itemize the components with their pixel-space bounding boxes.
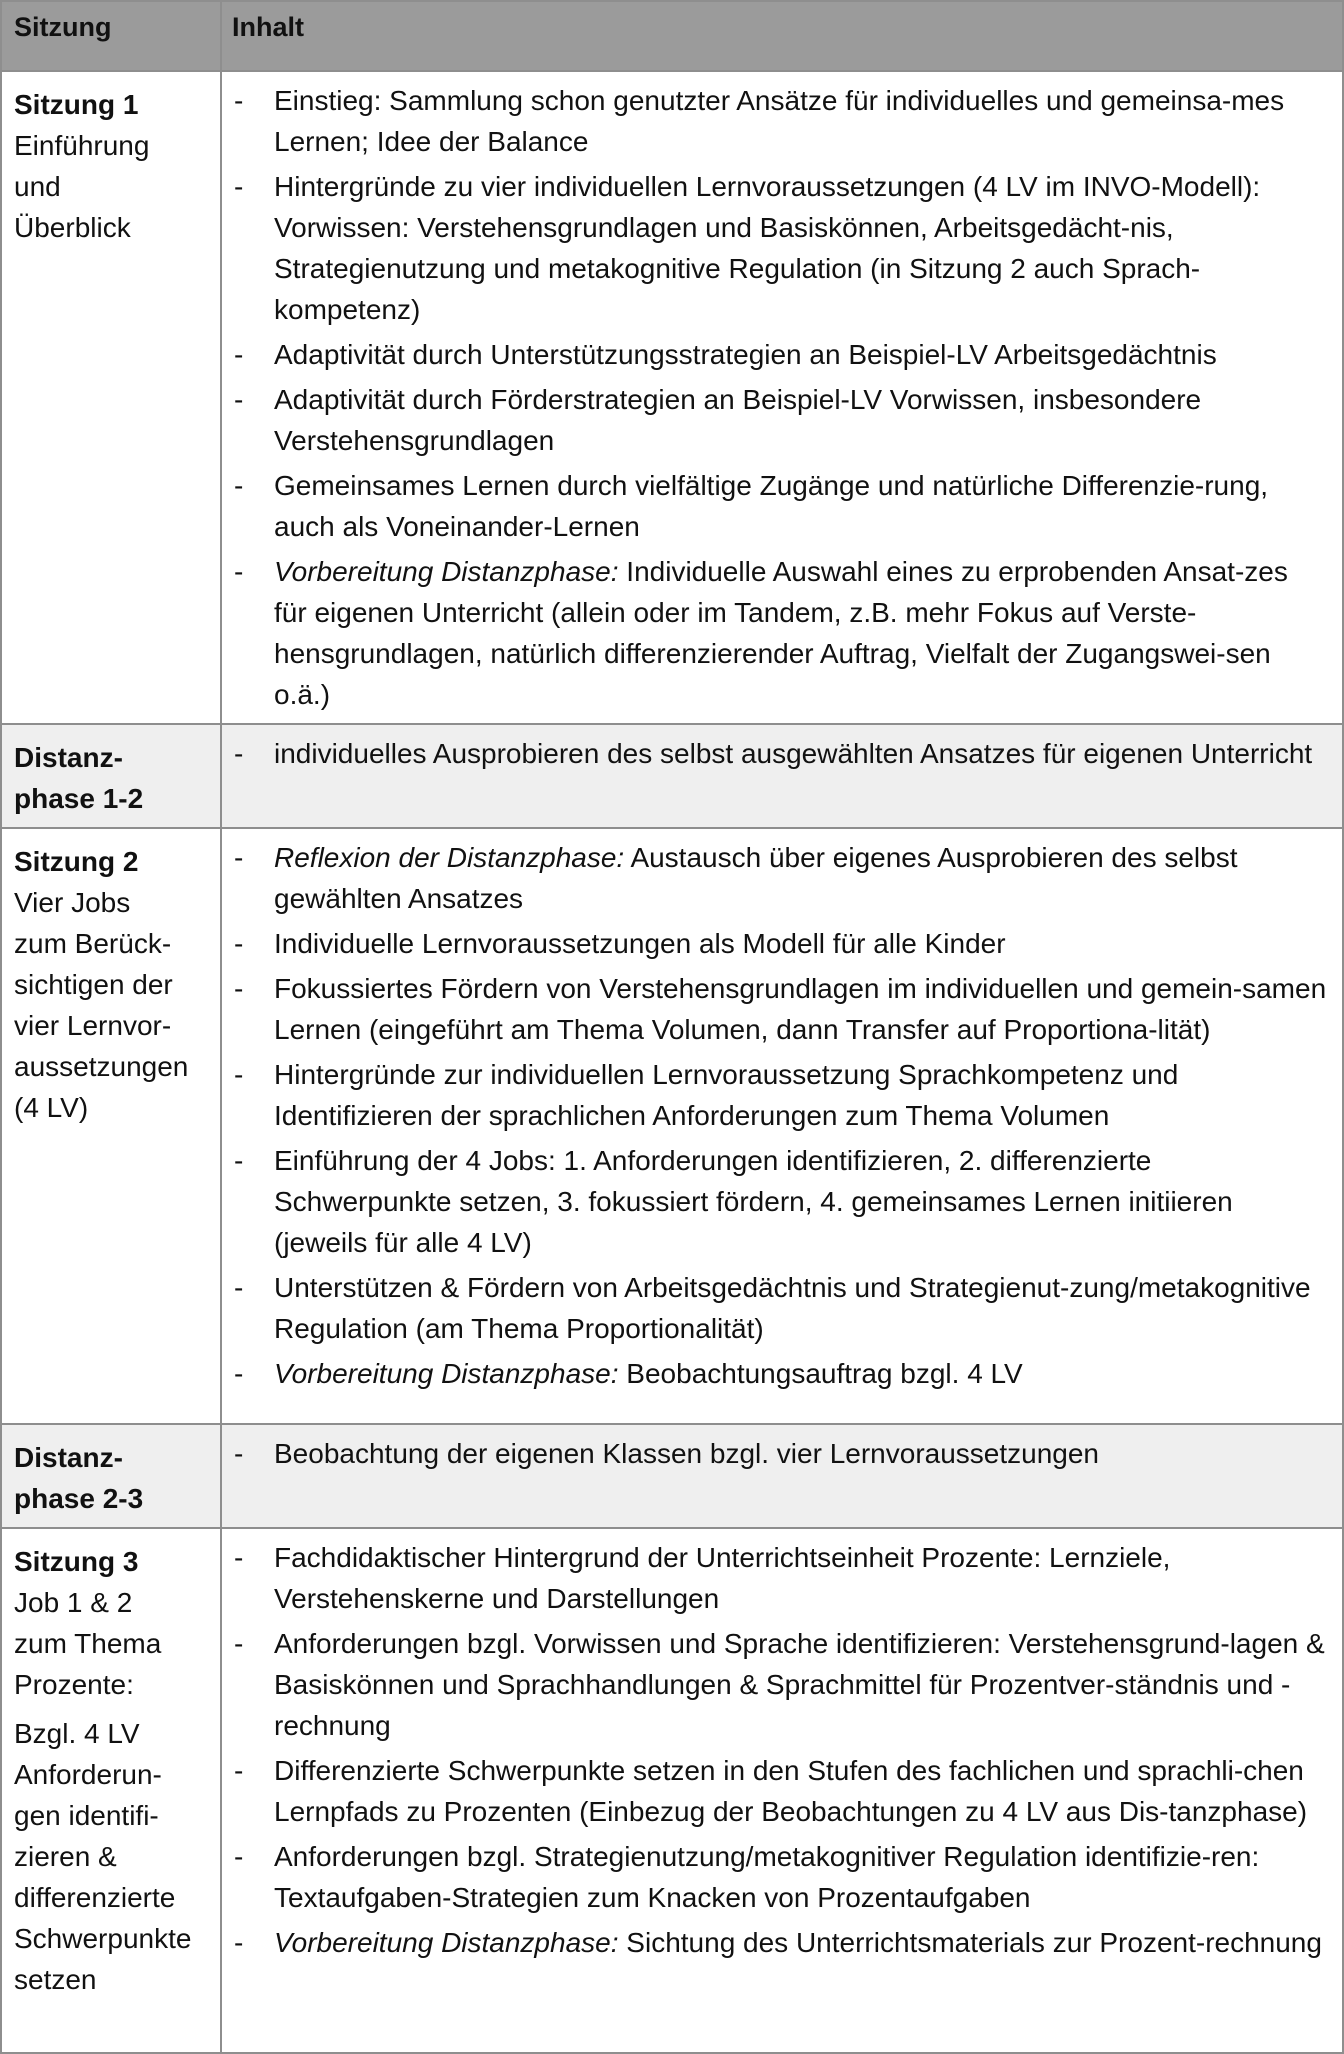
content-cell (221, 724, 1343, 828)
list-item: - Vorbereitung Distanzphase: Sichtung des Unterrichtsmaterials zur Prozent-rechnung (226, 1922, 1328, 1963)
session-title: Sitzung 3 (14, 1546, 139, 1577)
list-item: - Fachdidaktischer Hintergrund der Unterrichtseinheit Prozente: Lernziele, Verstehenskerne und Darstellungen (226, 1537, 1328, 1619)
list-item: - Adaptivität durch Förderstrategien an Beispiel-LV Vorwissen, insbesondere Verstehensgrundlagen (226, 379, 1328, 461)
list-item: - Hintergründe zur individuellen Lernvoraussetzung Sprachkompetenz und Identifizieren der sprachlichen Anforderungen zum Thema Volumen (226, 1054, 1328, 1136)
session-cell (1, 1424, 221, 1528)
session-description: Vier Jobs zum Berück- sichtigen der vier Lernvor- aussetzungen (4 LV) (14, 887, 189, 1123)
session-title: Distanz- phase 1-2 (14, 742, 144, 814)
list-item: - Einführung der 4 Jobs: 1. Anforderungen identifizieren, 2. differenzierte Schwerpunkte setzen, 3. fokussiert fördern, 4. gemeinsames Lernen initiieren (jeweils für alle 4 LV) (226, 1140, 1328, 1263)
content-cell (221, 828, 1343, 1424)
session-description: Job 1 & 2 zum Thema Prozente: (14, 1587, 162, 1700)
list-item: - Anforderungen bzgl. Strategienutzung/metakognitiver Regulation identifizie-ren: Textaufgaben-Strategien zum Knacken von Prozentaufgaben (226, 1836, 1328, 1918)
content-list (226, 1433, 1328, 1474)
session-cell (1, 724, 221, 828)
content-cell (221, 1528, 1343, 2053)
content-list (226, 80, 1328, 715)
list-item: - Hintergründe zu vier individuellen Lernvoraussetzungen (4 LV im INVO-Modell): Vorwissen: Verstehensgrundlagen und Basiskönnen, Arbeitsgedächt-nis, Strategienutzung und metakognitive Regulation (in Sitzung 2 auch Sprach-kompetenz) (226, 166, 1328, 330)
content-cell (221, 1424, 1343, 1528)
table-row (1, 71, 1343, 724)
list-item: - Adaptivität durch Unterstützungsstrategien an Beispiel-LV Arbeitsgedächtnis (226, 334, 1328, 375)
session-title: Sitzung 1 (14, 89, 139, 120)
list-item: - Unterstützen & Fördern von Arbeitsgedächtnis und Strategienut-zung/metakognitive Regulation (am Thema Proportionalität) (226, 1267, 1328, 1349)
header-sitzung: Sitzung (1, 1, 221, 71)
table-row (1, 724, 1343, 828)
content-list (226, 733, 1328, 774)
table-row (1, 1424, 1343, 1528)
session-cell (1, 828, 221, 1424)
list-item: - Gemeinsames Lernen durch vielfältige Zugänge und natürliche Differenzie-rung, auch als Voneinander-Lernen (226, 465, 1328, 547)
content-cell (221, 71, 1343, 724)
list-item: - Differenzierte Schwerpunkte setzen in den Stufen des fachlichen und sprachli-chen Lernpfads zu Prozenten (Einbezug der Beobachtungen zu 4 LV aus Dis-tanzphase) (226, 1750, 1328, 1832)
list-item: - Anforderungen bzgl. Vorwissen und Sprache identifizieren: Verstehensgrund-lagen & Basiskönnen und Sprachhandlungen & Sprachmittel für Prozentver-ständnis und -rechnung (226, 1623, 1328, 1746)
table-row (1, 828, 1343, 1424)
list-item: - Fokussiertes Fördern von Verstehensgrundlagen im individuellen und gemein-samen Lernen (eingeführt am Thema Volumen, dann Transfer auf Proportiona-lität) (226, 968, 1328, 1050)
table-header-row (1, 1, 1343, 71)
session-description-secondary: Bzgl. 4 LV Anforderun- gen identifi- zieren & differenzierte Schwerpunkte setzen (14, 1718, 192, 1995)
list-item: - Beobachtung der eigenen Klassen bzgl. vier Lernvoraussetzungen (226, 1433, 1328, 1474)
content-list (226, 837, 1328, 1394)
list-item: - Individuelle Lernvoraussetzungen als Modell für alle Kinder (226, 923, 1328, 964)
header-inhalt: Inhalt (221, 1, 1343, 71)
session-title: Sitzung 2 (14, 846, 139, 877)
session-description: Einführung und Überblick (14, 130, 150, 243)
content-list (226, 1537, 1328, 1963)
list-item: - Vorbereitung Distanzphase: Beobachtungsauftrag bzgl. 4 LV (226, 1353, 1328, 1394)
list-item: - Reflexion der Distanzphase: Austausch über eigenes Ausprobieren des selbst gewählten Ansatzes (226, 837, 1328, 919)
list-item: - Einstieg: Sammlung schon genutzter Ansätze für individuelles und gemeinsa-mes Lernen; Idee der Balance (226, 80, 1328, 162)
session-cell (1, 1528, 221, 2053)
session-title: Distanz- phase 2-3 (14, 1442, 144, 1514)
session-cell (1, 71, 221, 724)
list-item: - Vorbereitung Distanzphase: Individuelle Auswahl eines zu erprobenden Ansat-zes für eigenen Unterricht (allein oder im Tandem, z.B. mehr Fokus auf Verste-hensgrundlagen, natürlich differenzierender Auftrag, Vielfalt der Zugangswei-sen o.ä.) (226, 551, 1328, 715)
table-row (1, 1528, 1343, 2053)
list-item: - individuelles Ausprobieren des selbst ausgewählten Ansatzes für eigenen Unterricht (226, 733, 1328, 774)
